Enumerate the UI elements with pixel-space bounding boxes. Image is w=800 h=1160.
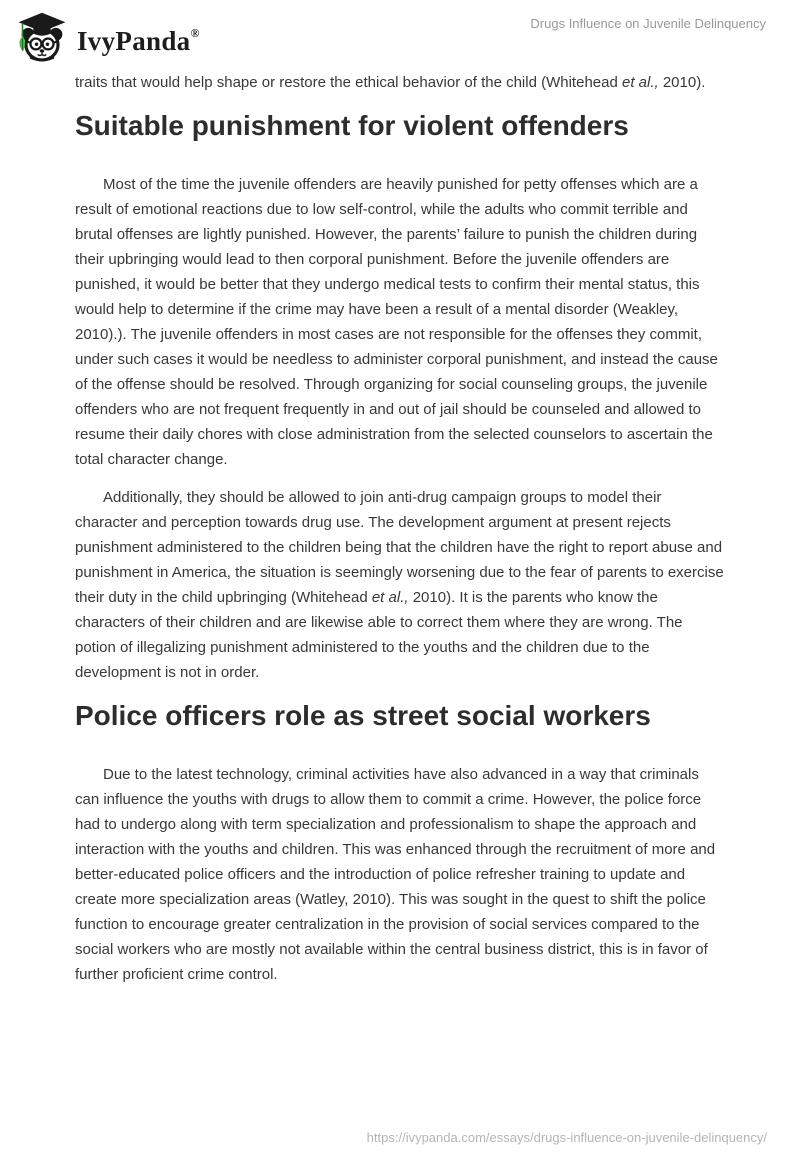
brand-name: IvyPanda®: [77, 26, 200, 56]
brand-logo[interactable]: [16, 7, 200, 67]
paragraph-text: Due to the latest technology, criminal activities have also advanced in a way that criminals can influence the youths with drugs to allow them to commit a crime. However, the police force had to undergo along with term specialization and professionalism to shape the approach and interaction with the youths and children. This was enhanced through the recruitment of more and better-educated police officers and the introduction of police refresher training to update and create more specialization areas (Watley, 2010). This was sought in the quest to shift the police function to encourage greater centralization in the provision of social services compared to the social workers who are mostly not available within the central business district, this is in favor of further proficient crime control.: [75, 766, 716, 983]
registered-trademark-symbol: ®: [190, 26, 200, 40]
source-url-link[interactable]: https://ivypanda.com/essays/drugs-influence-on-juvenile-delinquency/: [366, 1130, 767, 1145]
footer: [367, 1129, 767, 1147]
section-heading: Police officers role as street social workers: [75, 700, 651, 731]
document-title: Drugs Influence on Juvenile Delinquency: [530, 16, 766, 31]
paragraph: [75, 762, 725, 987]
citation-italic-text: et al.,: [621, 74, 659, 91]
paragraph-text: Most of the time the juvenile offenders are heavily punished for petty offenses which are a result of emotional reactions due to low self-control, while the adults who commit terrible and brutal offenses are lightly punished. However, the parents’ failure to punish the children during their upbringing would lead to then corporal punishment. Before the juvenile offenders are punished, it would be better that they undergo medical tests to confirm their mental status, this would help to determine if the crime may have been a result of a mental disorder (Weakley, 2010).). The juvenile offenders in most cases are not responsible for the offenses they commit, under such cases it would be needless to administer corporal punishment, and instead the cause of the offense should be resolved. Through organizing for social counseling groups, the juvenile offenders who are not frequent frequently in and out of jail should be counseled and allowed to resume their daily chores with close administration from the selected counselors to ascertain the total character change.: [75, 176, 718, 468]
panda-graduate-logo-icon: [16, 11, 68, 63]
paragraph-text: 2010). It is the parents who know the characters of their children and are likewise able to correct them where they are wrong. The potion of illegalizing punishment administered to the youths and the children due to the development is not in order.: [75, 589, 683, 681]
paragraph: [75, 172, 725, 472]
section-heading: Suitable punishment for violent offenders: [75, 110, 629, 141]
document-body: [0, 62, 800, 987]
paragraph-text: traits that would help shape or restore the ethical behavior of the child (Whitehead: [75, 74, 622, 91]
paragraph: [75, 70, 725, 95]
header: [0, 0, 800, 62]
paragraph-text: Additionally, they should be allowed to join anti-drug campaign groups to model their character and perception towards drug use. The development argument at present rejects punishment administered to the children being that the children have the right to report abuse and punishment in America, the situation is seemingly worsening due to the fear of parents to exercise their duty in the child upbringing (Whitehead: [75, 489, 724, 606]
citation-italic-text: et al.,: [371, 589, 409, 606]
paragraph: [75, 485, 725, 685]
paragraph-text: 2010).: [658, 74, 706, 91]
